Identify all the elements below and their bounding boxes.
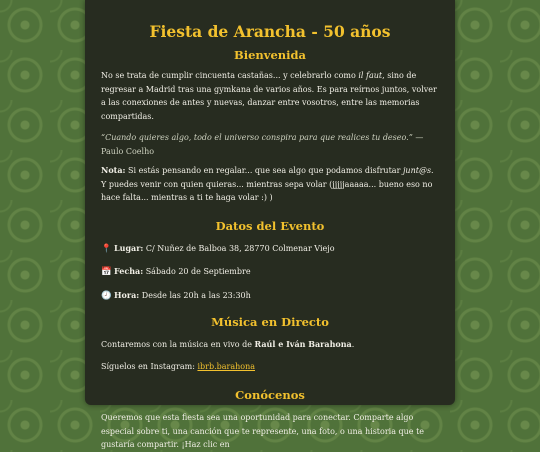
- conocenos-paragraph: Queremos que esta fiesta sea una oportunidad para conectar. Comparte algo especial sobre ti, una canción que te represente, una foto, o una historia que te gustaría compartir. ¡Haz clic en: [101, 413, 425, 449]
- music-paragraph: [101, 338, 439, 352]
- hora-label: Hora:: [114, 289, 140, 300]
- pin-icon: 📍: [101, 243, 112, 254]
- lugar-label: Lugar:: [114, 242, 144, 253]
- fecha-label: Fecha:: [114, 266, 144, 276]
- intro-paragraph: [101, 69, 439, 123]
- lugar-value: C/ Nuñez de Balboa 38, 28770 Colmenar Viejo: [143, 243, 335, 253]
- note-text-end: . Y puedes venir con quien quieras... mientras sepa volar (jjjjjaaaaa... bueno eso no hace falta... mientras a ti te haga volar :) ): [101, 166, 434, 202]
- music-text: Contaremos con la música en vivo de: [101, 340, 255, 349]
- quote: [101, 131, 439, 158]
- invitation-card: [85, 0, 455, 449]
- section-heading-musica: Música en Directo: [211, 315, 329, 329]
- detail-fecha: [101, 265, 439, 279]
- page-title: Fiesta de Arancha - 50 años: [149, 22, 391, 41]
- section-heading-datos: Datos del Evento: [215, 218, 325, 233]
- intro-text-end: , sino de regresar a Madrid tras una gymkana de varios años. Es para reírnos juntos, volver a las conexiones de antes y nuevas, danzar entre vosotros, entre las memorias compartidas.: [101, 71, 437, 121]
- section-heading-conocenos: Conócenos: [235, 388, 305, 402]
- hora-value: Desde las 20h a las 23:30h: [139, 290, 251, 300]
- intro-emphasis: il faut: [358, 71, 383, 80]
- note-text: Si estás pensando en regalar... que sea algo que podamos disfrutar: [125, 166, 403, 175]
- note-emphasis: junt@s: [402, 166, 432, 175]
- fecha-value: Sábado 20 de Septiembre: [143, 267, 251, 276]
- instagram-paragraph: [101, 360, 439, 374]
- clock-icon: 🕗: [101, 290, 112, 301]
- note-paragraph: [101, 164, 439, 205]
- music-text-end: .: [351, 340, 355, 349]
- intro-text: No se trata de cumplir cincuenta castañas... y celebrarlo como: [101, 71, 359, 80]
- music-artists: Raúl e Iván Barahona: [254, 339, 352, 349]
- note-label: Nota:: [101, 165, 126, 175]
- section-heading-bienvenida: Bienvenida: [234, 48, 306, 62]
- quote-text: “Cuando quieres algo, todo el universo conspira para que realices tu deseo.”: [101, 133, 413, 142]
- instagram-text: Síguelos en Instagram:: [101, 361, 198, 371]
- instagram-link[interactable]: ibrb.barahona: [197, 361, 255, 371]
- quote-author: — Paulo Coelho: [101, 133, 424, 156]
- detail-lugar: [101, 242, 439, 256]
- detail-hora: [101, 289, 439, 303]
- calendar-icon: 📅: [101, 267, 112, 277]
